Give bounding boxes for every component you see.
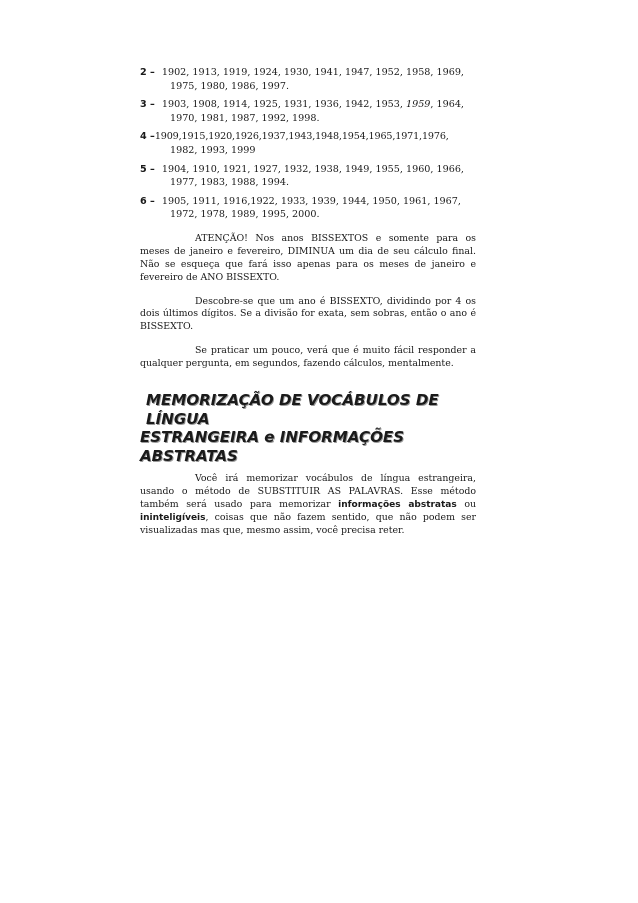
group-number: 3 – <box>140 99 155 111</box>
section-heading-line: ESTRANGEIRA e INFORMAÇÕES ABSTRATAS <box>140 428 405 465</box>
year-line: 1903, 1908, 1914, 1925, 1931, 1936, 1942, 1953, <box>161 99 406 111</box>
year-line: 1977, 1983, 1988, 1994. <box>170 177 290 189</box>
year-line-end: , 1964, <box>430 99 464 111</box>
italic-year: 1959 <box>406 99 431 111</box>
year-group-6 <box>140 195 476 222</box>
year-line: 1970, 1981, 1987, 1992, 1998. <box>170 112 320 124</box>
year-line: 1909,1915,1920,1926,1937,1943,1948,1954,1965,1971,1976, <box>154 131 449 143</box>
group-number: 6 – <box>140 195 155 207</box>
bold-term: ininteligíveis <box>140 512 206 523</box>
year-line: 1975, 1980, 1986, 1997. <box>170 80 290 92</box>
section-body-paragraph: Você irá memorizar vocábulos de língua estrangeira, usando o método de SUBSTITUIR AS PALAVRAS. Esse método também será usado para memorizar informações abstratas ou ininteligíveis, coisas que não fazem sentido, que não podem ser visualizadas mas que, mesmo assim, você precisa reter. <box>140 473 476 536</box>
document-page <box>140 66 476 549</box>
year-line: 1902, 1913, 1919, 1924, 1930, 1941, 1947, 1952, 1958, 1969, <box>161 67 464 78</box>
section-heading-line: MEMORIZAÇÃO DE VOCÁBULOS DE LÍNGUA <box>146 391 439 428</box>
year-group-2 <box>140 66 476 93</box>
bold-term: informações abstratas <box>338 499 457 510</box>
year-line: 1982, 1993, 1999 <box>170 144 256 156</box>
year-group-5 <box>140 163 476 190</box>
year-line: 1904, 1910, 1921, 1927, 1932, 1938, 1949, 1955, 1960, 1966, <box>161 163 464 175</box>
practice-paragraph: Se praticar um pouco, verá que é muito fácil responder a qualquer pergunta, em segundos, fazendo cálculos, mentalmente. <box>140 345 476 370</box>
group-number: 4 – <box>140 131 155 143</box>
group-number: 2 – <box>140 67 155 78</box>
attention-paragraph: ATENÇÃO! Nos anos BISSEXTOS e somente para os meses de janeiro e fevereiro, DIMINUA um dia de seu cálculo final. Não se esqueça que fará isso apenas para os meses de janeiro e fevereiro de ANO BISSEXTO. <box>140 232 476 283</box>
year-line: 1905, 1911, 1916,1922, 1933, 1939, 1944, 1950, 1961, 1967, <box>161 195 461 207</box>
section-heading <box>140 391 476 465</box>
group-number: 5 – <box>140 163 155 175</box>
year-group-3 <box>140 98 476 125</box>
leap-year-rule-paragraph: Descobre-se que um ano é BISSEXTO, dividindo por 4 os dois últimos dígitos. Se a divisão for exata, sem sobras, então o ano é BISSEXTO. <box>140 295 476 333</box>
year-group-4 <box>140 130 476 157</box>
year-line: 1972, 1978, 1989, 1995, 2000. <box>170 209 320 221</box>
